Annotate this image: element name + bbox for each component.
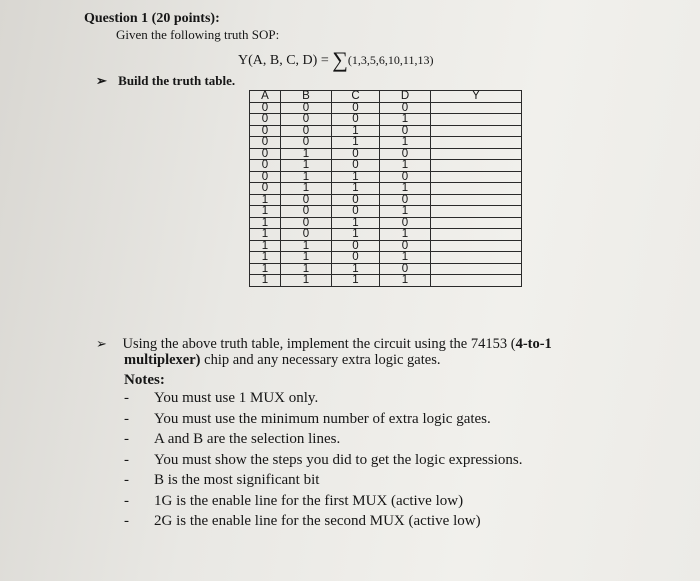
- table-row: [250, 183, 522, 195]
- dash-bullet: -: [124, 390, 129, 406]
- table-cell: 1: [380, 229, 431, 241]
- build-instruction: [96, 73, 235, 89]
- table-cell: [431, 160, 522, 172]
- note-text: You must show the steps you did to get the logic expressions.: [154, 451, 523, 468]
- table-cell: 1: [380, 206, 431, 218]
- table-cell: 1: [332, 171, 380, 183]
- table-cell: 0: [332, 194, 380, 206]
- table-cell: 0: [281, 194, 332, 206]
- table-cell: 1: [332, 183, 380, 195]
- table-row: [250, 206, 522, 218]
- table-cell: [431, 263, 522, 275]
- table-cell: 1: [332, 229, 380, 241]
- note-text: A and B are the selection lines.: [154, 431, 341, 447]
- table-cell: 0: [332, 160, 380, 172]
- table-cell: 1: [250, 263, 281, 275]
- header-c: C: [332, 91, 380, 103]
- equation-lhs: Y(A, B, C, D) =: [238, 53, 329, 68]
- table-cell: 0: [332, 102, 380, 114]
- table-cell: 1: [281, 240, 332, 252]
- table-cell: 1: [380, 252, 431, 264]
- table-cell: [431, 252, 522, 264]
- table-cell: 0: [250, 160, 281, 172]
- table-cell: 0: [250, 183, 281, 195]
- note-text: You must use the minimum number of extra logic gates.: [154, 410, 491, 427]
- table-cell: 1: [250, 194, 281, 206]
- task-text-prefix: Using the above truth table, implement the circuit using the 74153 (: [122, 336, 516, 352]
- table-row: [250, 275, 522, 287]
- table-cell: 0: [281, 229, 332, 241]
- table-cell: 0: [250, 114, 281, 126]
- table-cell: [431, 125, 522, 137]
- table-cell: 1: [281, 183, 332, 195]
- header-d: D: [380, 91, 431, 103]
- table-cell: 0: [281, 125, 332, 137]
- question-title: Question 1 (20 points):: [84, 11, 220, 26]
- table-cell: [431, 229, 522, 241]
- notes-title: Notes:: [124, 372, 165, 388]
- list-item: [124, 409, 522, 430]
- table-cell: 1: [332, 263, 380, 275]
- table-cell: 1: [380, 160, 431, 172]
- header-y: Y: [431, 91, 522, 103]
- task-line-1: [96, 336, 552, 353]
- list-item: [124, 511, 522, 532]
- task-text-bold-2: multiplexer): [124, 352, 201, 368]
- table-cell: 1: [281, 263, 332, 275]
- table-cell: 1: [380, 137, 431, 149]
- table-row: [250, 160, 522, 172]
- table-cell: 0: [380, 102, 431, 114]
- table-row: [250, 229, 522, 241]
- build-label: Build the truth table.: [118, 73, 236, 88]
- table-cell: 1: [250, 240, 281, 252]
- truth-table: [249, 90, 522, 287]
- dash-bullet: -: [124, 410, 129, 427]
- list-item: [124, 470, 522, 491]
- dash-bullet: -: [124, 451, 129, 468]
- table-cell: 0: [380, 148, 431, 160]
- note-text: B is the most significant bit: [154, 472, 320, 488]
- dash-bullet: -: [124, 431, 129, 447]
- table-cell: 0: [281, 102, 332, 114]
- table-cell: 1: [281, 252, 332, 264]
- list-item: [124, 491, 522, 512]
- note-text: 1G is the enable line for the first MUX (active low): [154, 492, 464, 509]
- table-cell: 1: [380, 114, 431, 126]
- table-cell: 1: [380, 275, 431, 287]
- table-cell: 1: [281, 171, 332, 183]
- table-cell: 0: [250, 148, 281, 160]
- dash-bullet: -: [124, 513, 129, 529]
- dash-bullet: -: [124, 492, 129, 509]
- table-cell: 0: [332, 148, 380, 160]
- table-cell: [431, 194, 522, 206]
- table-row: [250, 125, 522, 137]
- dash-bullet: -: [124, 472, 129, 488]
- table-cell: [431, 148, 522, 160]
- table-cell: 0: [281, 114, 332, 126]
- table-cell: 0: [380, 217, 431, 229]
- table-cell: 0: [332, 206, 380, 218]
- table-row: [250, 217, 522, 229]
- table-cell: 0: [332, 240, 380, 252]
- table-cell: [431, 102, 522, 114]
- table-cell: 0: [380, 171, 431, 183]
- table-cell: 1: [332, 137, 380, 149]
- table-cell: 1: [250, 217, 281, 229]
- table-cell: [431, 137, 522, 149]
- truth-table-header-row: [250, 91, 522, 103]
- list-item: [124, 450, 522, 471]
- header-b: B: [281, 91, 332, 103]
- table-cell: [431, 183, 522, 195]
- table-cell: 0: [281, 137, 332, 149]
- table-cell: 1: [281, 275, 332, 287]
- table-row: [250, 137, 522, 149]
- table-cell: [431, 171, 522, 183]
- sop-equation: [238, 47, 433, 73]
- table-row: [250, 263, 522, 275]
- table-cell: 1: [250, 252, 281, 264]
- table-cell: 1: [250, 229, 281, 241]
- table-cell: 0: [380, 194, 431, 206]
- table-row: [250, 252, 522, 264]
- table-cell: 0: [380, 125, 431, 137]
- table-cell: 0: [250, 137, 281, 149]
- table-row: [250, 194, 522, 206]
- table-row: [250, 148, 522, 160]
- table-cell: [431, 240, 522, 252]
- table-cell: 1: [250, 275, 281, 287]
- table-cell: 1: [281, 148, 332, 160]
- table-cell: [431, 206, 522, 218]
- notes-list: [124, 388, 522, 532]
- table-cell: 0: [250, 171, 281, 183]
- table-row: [250, 240, 522, 252]
- given-text: Given the following truth SOP:: [116, 27, 280, 42]
- arrow-bullet-icon: ➢: [96, 73, 107, 88]
- table-cell: 0: [250, 102, 281, 114]
- minterms: (1,3,5,6,10,11,13): [347, 53, 434, 67]
- list-item: [124, 388, 522, 409]
- table-cell: 0: [380, 263, 431, 275]
- table-cell: [431, 114, 522, 126]
- arrow-bullet-icon: ➢: [96, 336, 107, 351]
- table-row: [250, 102, 522, 114]
- table-cell: [431, 275, 522, 287]
- table-row: [250, 114, 522, 126]
- task-line-2: [124, 352, 440, 369]
- header-a: A: [250, 91, 281, 103]
- sigma-symbol: ∑: [332, 47, 348, 72]
- note-text: 2G is the enable line for the second MUX (active low): [154, 513, 481, 529]
- task-text-rest: chip and any necessary extra logic gates.: [200, 352, 441, 368]
- table-cell: 0: [250, 125, 281, 137]
- table-cell: 0: [332, 252, 380, 264]
- table-cell: [431, 217, 522, 229]
- table-cell: 1: [332, 217, 380, 229]
- table-cell: 0: [281, 206, 332, 218]
- table-row: [250, 171, 522, 183]
- table-cell: 1: [332, 275, 380, 287]
- table-cell: 1: [250, 206, 281, 218]
- table-cell: 0: [380, 240, 431, 252]
- table-cell: 1: [380, 183, 431, 195]
- note-text: You must use 1 MUX only.: [154, 390, 319, 406]
- list-item: [124, 429, 522, 450]
- task-text-bold: 4-to-1: [515, 336, 552, 352]
- table-cell: 0: [281, 217, 332, 229]
- table-cell: 1: [332, 125, 380, 137]
- table-cell: 0: [332, 114, 380, 126]
- table-cell: 1: [281, 160, 332, 172]
